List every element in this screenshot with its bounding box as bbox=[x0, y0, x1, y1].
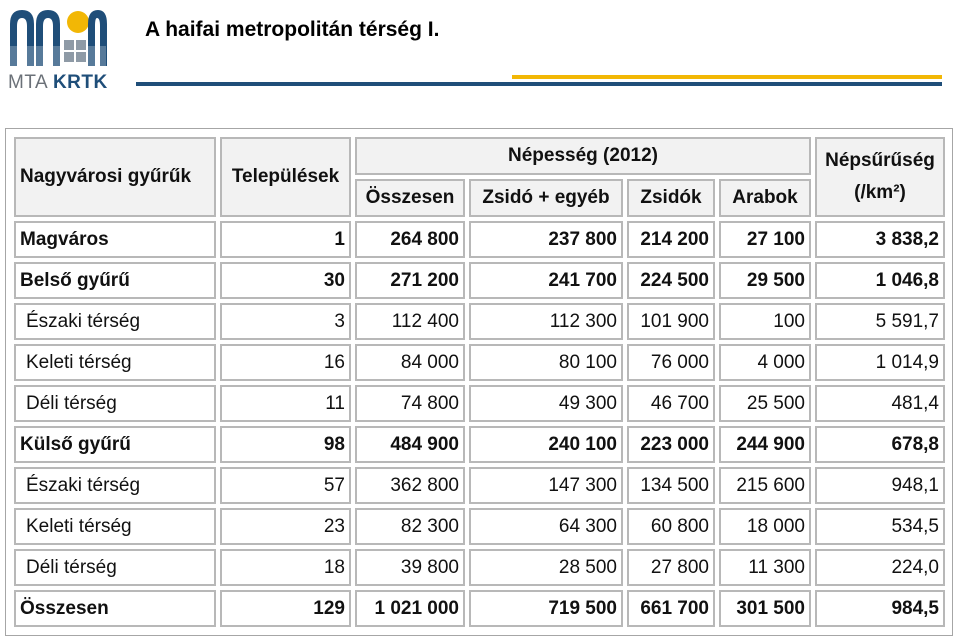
cell-arabs: 4 000 bbox=[719, 344, 811, 381]
cell-settlements: 3 bbox=[220, 303, 351, 340]
row-name: Külső gyűrű bbox=[14, 426, 216, 463]
cell-arabs: 27 100 bbox=[719, 221, 811, 258]
row-name: Magváros bbox=[14, 221, 216, 258]
table-row bbox=[14, 590, 945, 627]
row-name: Északi térség bbox=[14, 467, 216, 504]
cell-settlements: 16 bbox=[220, 344, 351, 381]
header-density-line2: (/km²) bbox=[854, 182, 906, 203]
cell-total: 82 300 bbox=[355, 508, 465, 545]
header-density-line1: Népsűrűség bbox=[825, 150, 935, 171]
cell-density: 678,8 bbox=[815, 426, 945, 463]
cell-settlements: 98 bbox=[220, 426, 351, 463]
cell-density: 3 838,2 bbox=[815, 221, 945, 258]
cell-jewish-other: 240 100 bbox=[469, 426, 623, 463]
cell-density: 948,1 bbox=[815, 467, 945, 504]
cell-density: 1 014,9 bbox=[815, 344, 945, 381]
cell-jewish-other: 112 300 bbox=[469, 303, 623, 340]
cell-total: 362 800 bbox=[355, 467, 465, 504]
cell-density: 5 591,7 bbox=[815, 303, 945, 340]
cell-jews: 661 700 bbox=[627, 590, 715, 627]
cell-jews: 60 800 bbox=[627, 508, 715, 545]
cell-density: 984,5 bbox=[815, 590, 945, 627]
cell-jews: 46 700 bbox=[627, 385, 715, 422]
row-name: Északi térség bbox=[14, 303, 216, 340]
logo-wordmark: MTA KRTK bbox=[8, 72, 108, 93]
cell-jews: 101 900 bbox=[627, 303, 715, 340]
cell-density: 534,5 bbox=[815, 508, 945, 545]
row-name: Összesen bbox=[14, 590, 216, 627]
cell-settlements: 129 bbox=[220, 590, 351, 627]
cell-jews: 27 800 bbox=[627, 549, 715, 586]
cell-jewish-other: 28 500 bbox=[469, 549, 623, 586]
cell-total: 484 900 bbox=[355, 426, 465, 463]
decorative-yellow-line bbox=[512, 75, 942, 79]
cell-jewish-other: 719 500 bbox=[469, 590, 623, 627]
decorative-blue-line bbox=[136, 82, 942, 86]
cell-jews: 214 200 bbox=[627, 221, 715, 258]
table-row bbox=[14, 549, 945, 586]
cell-arabs: 25 500 bbox=[719, 385, 811, 422]
cell-jewish-other: 241 700 bbox=[469, 262, 623, 299]
cell-density: 224,0 bbox=[815, 549, 945, 586]
table-row bbox=[14, 385, 945, 422]
table-row bbox=[14, 221, 945, 258]
cell-arabs: 100 bbox=[719, 303, 811, 340]
cell-jews: 134 500 bbox=[627, 467, 715, 504]
cell-total: 74 800 bbox=[355, 385, 465, 422]
header-population-group: Népesség (2012) bbox=[355, 137, 811, 175]
cell-density: 1 046,8 bbox=[815, 262, 945, 299]
header-rings: Nagyvárosi gyűrűk bbox=[14, 137, 216, 217]
header-settlements: Települések bbox=[220, 137, 351, 217]
header-jews: Zsidók bbox=[627, 179, 715, 217]
cell-arabs: 215 600 bbox=[719, 467, 811, 504]
cell-jews: 76 000 bbox=[627, 344, 715, 381]
cell-settlements: 11 bbox=[220, 385, 351, 422]
cell-arabs: 29 500 bbox=[719, 262, 811, 299]
cell-arabs: 244 900 bbox=[719, 426, 811, 463]
table-frame bbox=[5, 128, 953, 636]
table-row bbox=[14, 508, 945, 545]
cell-jewish-other: 64 300 bbox=[469, 508, 623, 545]
cell-total: 271 200 bbox=[355, 262, 465, 299]
cell-jewish-other: 80 100 bbox=[469, 344, 623, 381]
cell-jews: 223 000 bbox=[627, 426, 715, 463]
cell-settlements: 30 bbox=[220, 262, 351, 299]
cell-jewish-other: 147 300 bbox=[469, 467, 623, 504]
page-title: A haifai metropolitán térség I. bbox=[145, 18, 440, 41]
row-name: Déli térség bbox=[14, 549, 216, 586]
cell-total: 39 800 bbox=[355, 549, 465, 586]
cell-arabs: 301 500 bbox=[719, 590, 811, 627]
row-name: Déli térség bbox=[14, 385, 216, 422]
header-arabs: Arabok bbox=[719, 179, 811, 217]
cell-jews: 224 500 bbox=[627, 262, 715, 299]
row-name: Keleti térség bbox=[14, 344, 216, 381]
cell-total: 112 400 bbox=[355, 303, 465, 340]
population-table bbox=[10, 133, 949, 631]
header-total: Összesen bbox=[355, 179, 465, 217]
cell-density: 481,4 bbox=[815, 385, 945, 422]
cell-jewish-other: 49 300 bbox=[469, 385, 623, 422]
cell-arabs: 11 300 bbox=[719, 549, 811, 586]
cell-settlements: 57 bbox=[220, 467, 351, 504]
row-name: Belső gyűrű bbox=[14, 262, 216, 299]
logo-mark-icon bbox=[8, 6, 108, 68]
cell-total: 84 000 bbox=[355, 344, 465, 381]
cell-settlements: 18 bbox=[220, 549, 351, 586]
cell-settlements: 23 bbox=[220, 508, 351, 545]
header-jewish-other: Zsidó + egyéb bbox=[469, 179, 623, 217]
cell-arabs: 18 000 bbox=[719, 508, 811, 545]
header-density bbox=[815, 137, 945, 217]
table-row bbox=[14, 262, 945, 299]
cell-total: 1 021 000 bbox=[355, 590, 465, 627]
row-name: Keleti térség bbox=[14, 508, 216, 545]
table-row bbox=[14, 467, 945, 504]
mta-krtk-logo bbox=[8, 6, 108, 94]
cell-total: 264 800 bbox=[355, 221, 465, 258]
table-row bbox=[14, 344, 945, 381]
table-row bbox=[14, 303, 945, 340]
cell-jewish-other: 237 800 bbox=[469, 221, 623, 258]
cell-settlements: 1 bbox=[220, 221, 351, 258]
table-row bbox=[14, 426, 945, 463]
